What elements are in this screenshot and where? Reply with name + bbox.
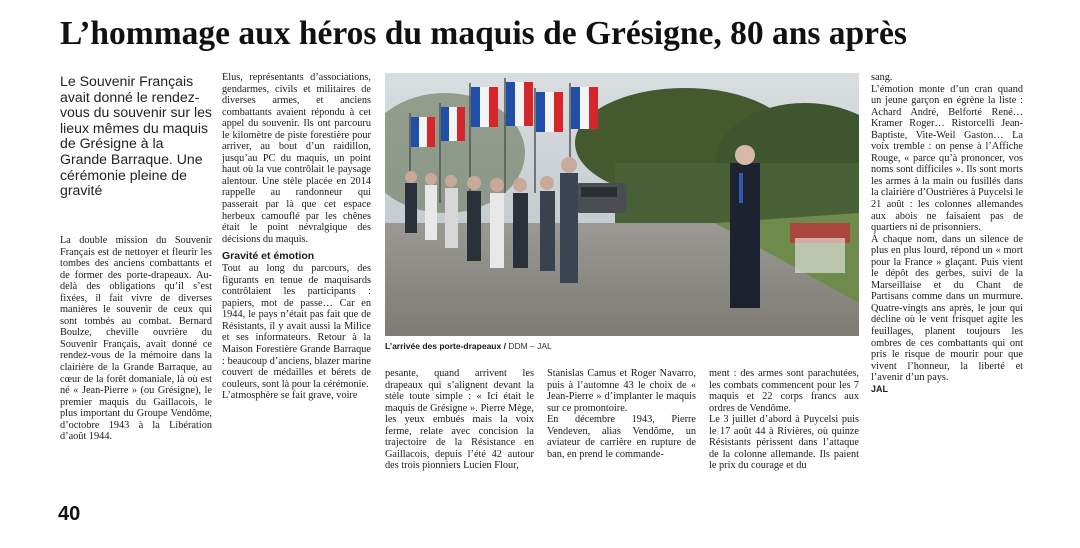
article-column-6 — [871, 72, 1023, 502]
page-number: 40 — [58, 503, 81, 525]
article-column-2 — [222, 72, 371, 500]
caption-text: L’arrivée des porte-drapeaux / — [385, 341, 506, 351]
paragraph: Stanislas Camus et Roger Navarro, puis à l’automne 43 le choix de « Jean-Pierre » d’implanter le maquis sur ce promontoire. — [547, 368, 696, 414]
article-column-1 — [60, 235, 212, 495]
paragraph: En décembre 1943, Pierre Vendeven, alias Vendôme, un aviateur de carrière en rupture de ban, en prend le commande- — [547, 414, 696, 460]
paragraph: pesante, quand arrivent les drapeaux qui s’alignent devant la stèle toute simple : « Ici était le maquis de Grésigne ». Pierre Mège, les yeux embués mais la voix ferme, relate avec concision la trajectoire de la Résistance en Gaillacois, depuis l’été 42 autour des trois pionniers Lucien Flour, — [385, 368, 534, 472]
paragraph: Élus, représentants d’associations, gendarmes, civils et militaires de diverses armes, et anciens combattants avaient répondu à cet appel du souvenir. Ils ont parcouru le kilomètre de piste forestière pour arriver, au bout d’un raidillon, jusqu’au PC du maquis, un point haut où la vue contrôlait le paysage alentour. Une stèle placée en 2014 rappelle au randonneur qui passerait par là que cet espace herbeux camouflé par les chênes était le point névralgique des décisions du maquis. — [222, 72, 371, 245]
article-lead: Le Souvenir Français avait donné le rendez-vous du souvenir sur les lieux mêmes du maquis de Grésigne à la Grande Barraque. Une cérémonie pleine de gravité — [60, 73, 212, 199]
paragraph: Tout au long du parcours, des figurants en tenue de maquisards contrôlaient les participants : papiers, mot de passe… Car en 1944, le pays n’était pas fait que de Résistants, il y avait aussi la Milice et ses informateurs. Retour à la Maison Forestière Grande Barraque : beaucoup d’anciens, blazer marine couvert de médailles et bérets de couleurs, sont là pour la cérémonie. — [222, 263, 371, 390]
article-headline: L’hommage aux héros du maquis de Grésigne, 80 ans après — [60, 15, 907, 52]
article-column-5 — [709, 368, 859, 500]
paragraph: L’atmosphère se fait grave, voire — [222, 390, 358, 402]
paragraph: À chaque nom, dans un silence de plus en plus lourd, répond un « mort pour la France » glaçant. Puis vient le dépôt des gerbes, suivi de la Marseillaise et du Chant de Partisans comme dans un murmure. Quatre-vingts ans après, le jour qui décline où le vent frisquet agite les feuillages, planent toujours les ombres de ces combattants qui ont pris le risque de mourir pour que vivent l’honneur, la liberté et l’avenir d’un pays. — [871, 233, 1023, 384]
paragraph: sang. — [871, 72, 893, 83]
article-column-3 — [385, 368, 534, 500]
author-signature: JAL — [871, 383, 889, 394]
subheading: Gravité et émotion — [222, 250, 315, 263]
paragraph: ment : des armes sont parachutées, les combats commencent pour les 7 maquis et 22 corps francs aux ordres de Vendôme. — [709, 368, 859, 414]
ceremony-photo-illustration — [385, 73, 859, 336]
paragraph: L’émotion monte d’un cran quand un jeune garçon en égrène la liste : Achard André, Belforté René… Kramer Roger… Ristorcelli Jean-Baptiste, Vite-Weil Gaston… La voix tremble : on pense à l’Affiche Rouge, « parce qu’à prononcer, vos noms sont difficiles ». Ils sont morts les armes à la main ou fusillés dans la clairière d’Oustrières à Puycelsi le 21 août : les colonnes allemandes aux abois ne faisaient pas de quartiers ni de prisonniers. — [871, 83, 1023, 234]
photo-caption — [385, 341, 859, 352]
article-photo — [385, 73, 859, 336]
paragraph: Le 3 juillet d’abord à Puycelsi puis le 17 août 44 à Rivières, où quinze Résistants périssent dans l’attaque de la colonne allemande. Ils paient le prix du courage et du — [709, 414, 859, 472]
photo-credit: DDM – JAL — [505, 341, 552, 351]
paragraph: La double mission du Souvenir Français est de nettoyer et fleurir les tombes des anciens combattants et de former des porte-drapeaux. Au-delà des obligations qu’il s’est fixées, il fait vivre de diverses manières le souvenir de ceux qui sont tombés au combat. Bernard Boulze, cheville ouvrière du Souvenir Français, avait donné ce rendez-vous de la mémoire dans la clairière de la Grande Barraque, au cœur de la forêt domaniale, là où est né « Jean-Pierre » (ou Grésigne), le premier maquis du Gaillacois, le plus important du Groupe Vendôme, d’octobre 1943 à la Libération d’août 1944. — [60, 235, 212, 443]
article-column-4 — [547, 368, 696, 500]
